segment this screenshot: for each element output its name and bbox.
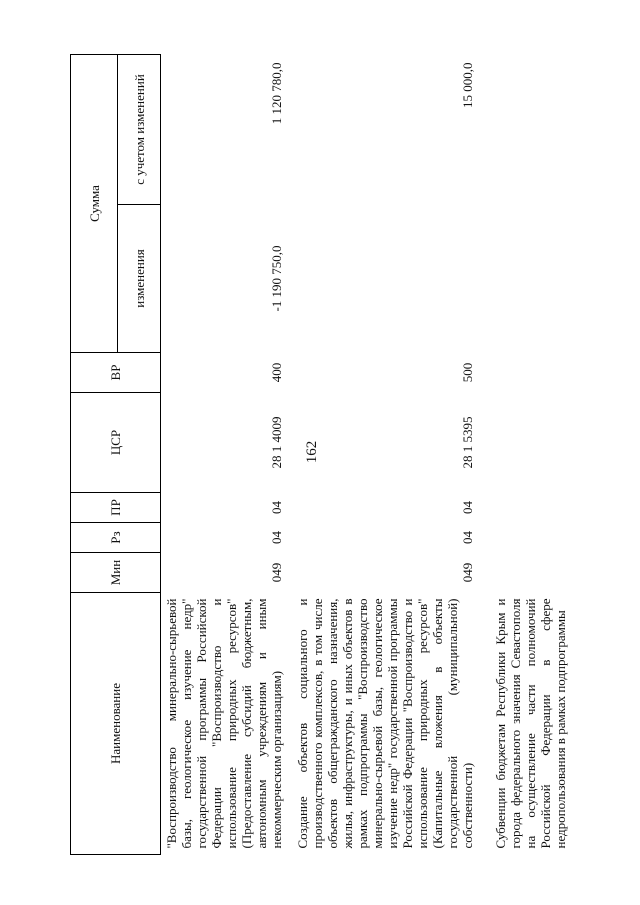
row-change: [483, 205, 576, 353]
budget-table-rotated: [70, 55, 568, 855]
header-vr: ВР: [71, 353, 161, 393]
row-min: [483, 553, 576, 593]
header-changes: изменения: [118, 205, 161, 353]
row-total: [483, 55, 576, 205]
row-vr: [483, 353, 576, 393]
row-total: 1 120 780,0: [269, 62, 284, 125]
row-min: 049: [460, 562, 475, 583]
row-change: [292, 205, 483, 353]
row-name: Создание объектов социального и производственного комплексов, в том числе объектов общегражданского назначения, жилья, инфраструктуры, и иных объектов в рамках подпрограммы "Воспроизводство минерально-сырьевой базы, геологическое изучение недр" государственной программы Российской Федерации "Воспроизводство и использование природных ресурсов" (Капитальные вложения в объекты государственной (муниципальной) собственности): [295, 598, 475, 849]
header-rz: Рз: [71, 523, 161, 553]
row-total: 15 000,0: [460, 62, 475, 108]
row-pr: [483, 493, 576, 523]
header-with-changes: с учетом изменений: [118, 55, 161, 205]
row-pr: 04: [269, 501, 284, 514]
page-number: 162: [304, 440, 320, 464]
row-name: Субвенции бюджетам Республики Крым и города федерального значения Севастополя на осуществление части полномочий Российской Федерации в сфере недропользования в рамках подпрограммы: [493, 598, 568, 849]
row-csr: 28 1 5395: [460, 416, 475, 469]
header-pr: ПР: [71, 493, 161, 523]
row-csr: [483, 393, 576, 493]
row-pr: 04: [460, 501, 475, 514]
row-name: "Воспроизводство минерально-сырьевой базы, геологическое изучение недр" государственной программы Российской Федерации "Воспроизводство и использование природных ресурсов" (Предоставление субсидий бюджетным, автономным учреждениям и иным некоммерческим организациям): [164, 598, 284, 849]
row-rz: [483, 523, 576, 553]
row-vr: 400: [269, 362, 284, 383]
header-min: Мин: [71, 553, 161, 593]
header-csr: ЦСР: [71, 393, 161, 493]
row-rz: 04: [269, 531, 284, 544]
header-name: Наименование: [71, 593, 161, 855]
table-row: [161, 55, 293, 855]
header-sum: Сумма: [71, 55, 118, 353]
row-min: 049: [269, 562, 284, 583]
row-vr: 500: [460, 362, 475, 383]
table-row: [292, 55, 483, 855]
row-csr: 28 1 4009: [269, 416, 284, 469]
row-rz: 04: [460, 531, 475, 544]
header-row-1: [71, 55, 118, 855]
budget-table: [70, 54, 576, 855]
table-row: [483, 55, 576, 855]
row-change: -1 190 750,0: [269, 245, 284, 312]
